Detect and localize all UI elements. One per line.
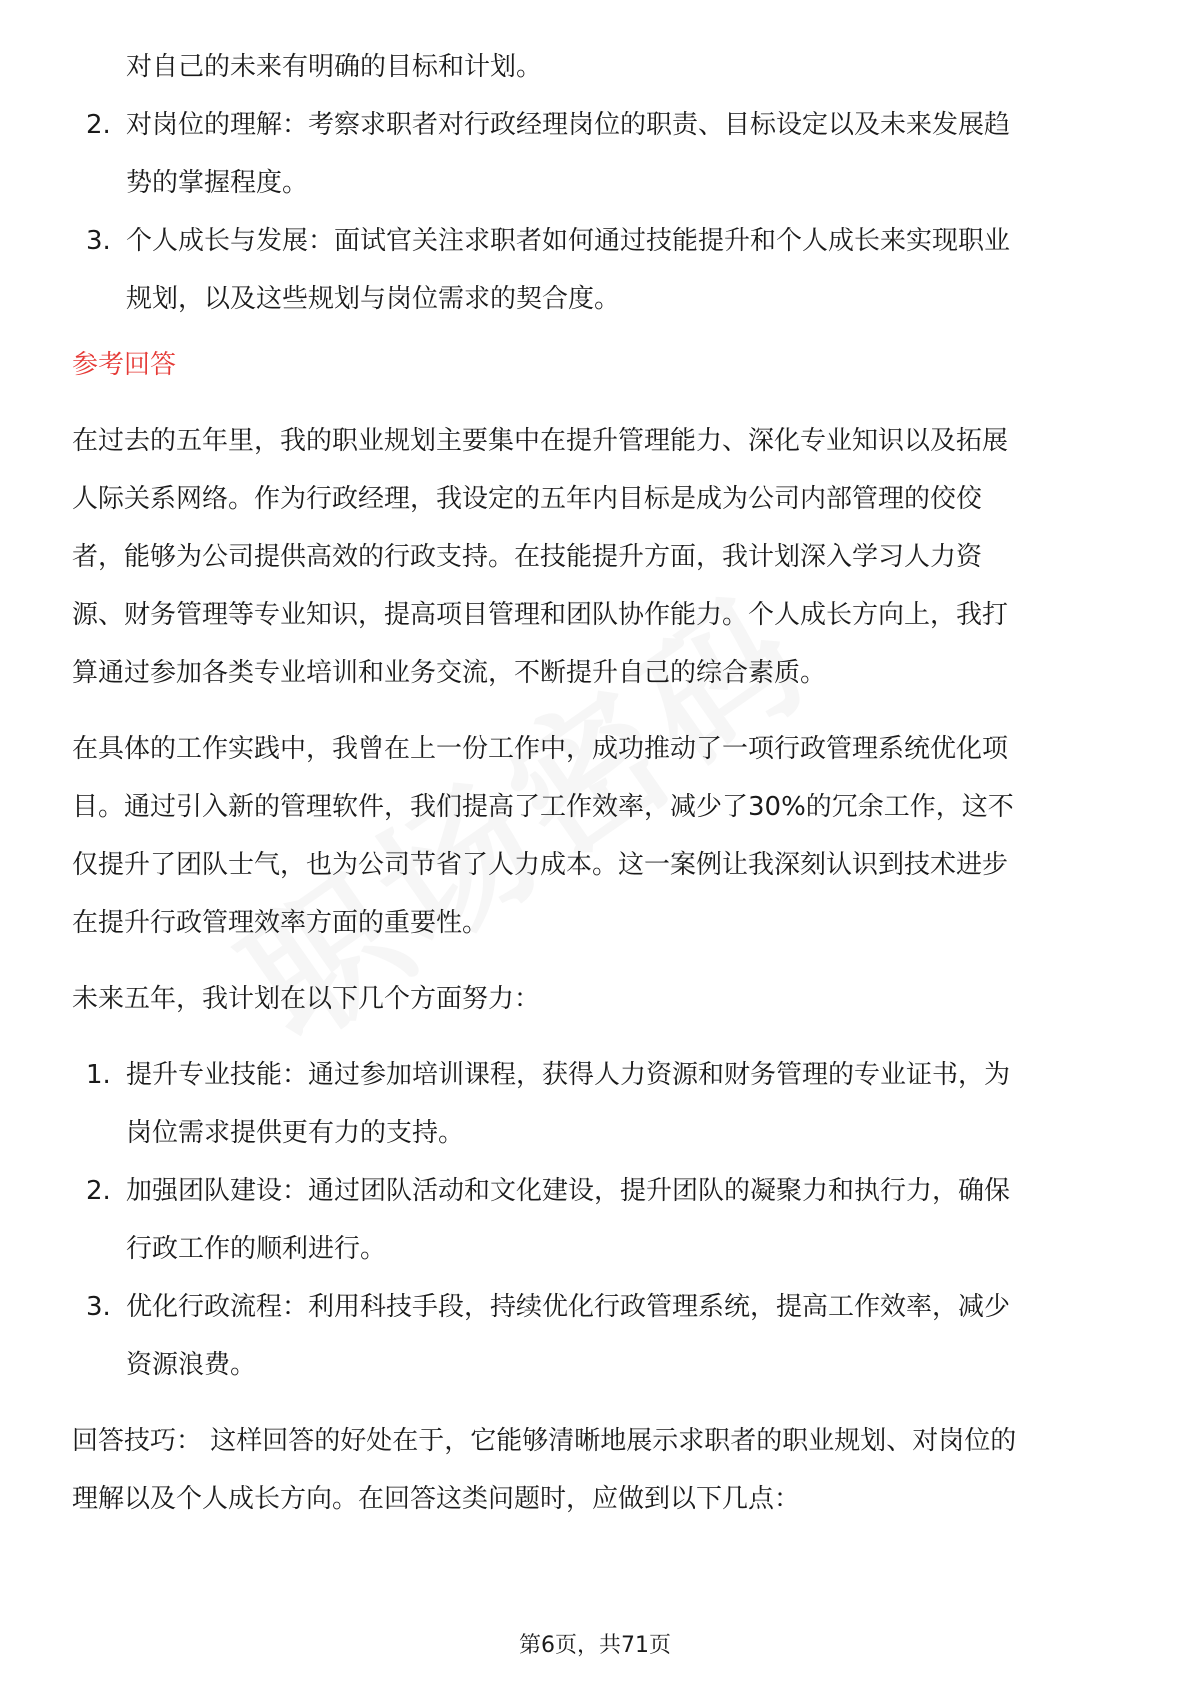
list-item [72, 1162, 1122, 1278]
paragraph [72, 412, 1122, 702]
list-text: 规划，以及这些规划与岗位需求的契合度。 [126, 284, 621, 314]
page-number: 第6页，共71页 [519, 1633, 671, 1658]
paragraph [72, 720, 1122, 952]
paragraph-line: 理解以及个人成长方向。在回答这类问题时，应做到以下几点： [72, 1484, 801, 1514]
document-body [72, 38, 1122, 1528]
list-text: 提升专业技能：通过参加培训课程，获得人力资源和财务管理的专业证书，为 [126, 1060, 1011, 1090]
section-heading: 参考回答 [72, 350, 177, 380]
list-text: 岗位需求提供更有力的支持。 [126, 1118, 465, 1148]
paragraph-line: 源、财务管理等专业知识，提高项目管理和团队协作能力。个人成长方向上，我打 [72, 600, 1009, 630]
paragraph-line: 目。通过引入新的管理软件，我们提高了工作效率，减少了30%的冗余工作，这不 [72, 792, 1014, 822]
paragraph-line: 仅提升了团队士气，也为公司节省了人力成本。这一案例让我深刻认识到技术进步 [72, 850, 1009, 880]
list-text: 行政工作的顺利进行。 [126, 1234, 387, 1264]
list-item-continuation: 对自己的未来有明确的目标和计划。 [126, 52, 543, 82]
list-item [72, 1278, 1122, 1394]
list-item [72, 96, 1122, 212]
list-text: 加强团队建设：通过团队活动和文化建设，提升团队的凝聚力和执行力，确保 [126, 1176, 1011, 1206]
paragraph-line: 者，能够为公司提供高效的行政支持。在技能提升方面，我计划深入学习人力资 [72, 542, 983, 572]
list-item [72, 212, 1122, 328]
paragraph-line: 算通过参加各类专业培训和业务交流，不断提升自己的综合素质。 [72, 658, 827, 688]
list-item [72, 1046, 1122, 1162]
list-number: 3. [86, 1292, 111, 1322]
paragraph-line: 在具体的工作实践中，我曾在上一份工作中，成功推动了一项行政管理系统优化项 [72, 734, 1009, 764]
list-text: 对岗位的理解：考察求职者对行政经理岗位的职责、目标设定以及未来发展趋 [126, 110, 1011, 140]
paragraph-line: 回答技巧： 这样回答的好处在于，它能够清晰地展示求职者的职业规划、对岗位的 [72, 1426, 1017, 1456]
list-number: 2. [86, 1176, 111, 1206]
list-text: 优化行政流程：利用科技手段，持续优化行政管理系统，提高工作效率，减少 [126, 1292, 1011, 1322]
paragraph-line: 人际关系网络。作为行政经理，我设定的五年内目标是成为公司内部管理的佼佼 [72, 484, 983, 514]
list-text: 个人成长与发展：面试官关注求职者如何通过技能提升和个人成长来实现职业 [126, 226, 1011, 256]
list-number: 1. [86, 1060, 111, 1090]
paragraph-line: 在过去的五年里，我的职业规划主要集中在提升管理能力、深化专业知识以及拓展 [72, 426, 1009, 456]
list-text: 资源浪费。 [126, 1350, 257, 1380]
paragraph: 未来五年，我计划在以下几个方面努力： [72, 984, 541, 1014]
list-number: 2. [86, 110, 111, 140]
list-number: 3. [86, 226, 111, 256]
paragraph-line: 在提升行政管理效率方面的重要性。 [72, 908, 489, 938]
list-text: 势的掌握程度。 [126, 168, 309, 198]
tips-paragraph [72, 1412, 1122, 1528]
